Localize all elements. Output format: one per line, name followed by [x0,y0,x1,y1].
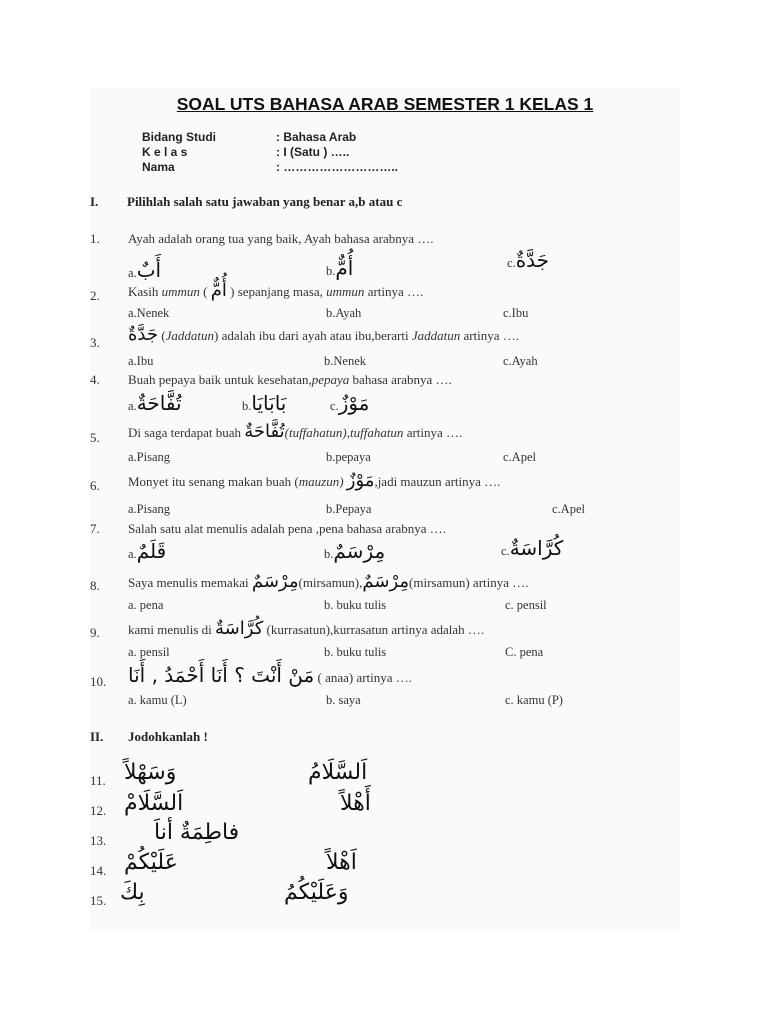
match-number: 14. [90,863,107,878]
exam-paper [90,88,680,930]
question-text: جَدَّةٌ (Jaddatun) adalah ibu dari ayah atau ibu,berarti Jaddatun artinya …. [128,324,520,345]
section-1-instruction: Pilihlah salah satu jawaban yang benar a,b atau c [127,194,403,209]
option-b: b.pepaya [326,450,371,464]
match-left-item: فاطِمَةٌ أناَ [154,820,240,845]
option-b: b. saya [326,693,361,707]
option-a: a. pena [128,598,164,612]
question-number: 10. [90,674,107,689]
option-a: a. kamu (L) [128,693,187,707]
question-text: مَنْ أَنْتَ ؟ أَنَا أَحْمَدُ , أَنَا ( anaa) artinya …. [128,663,413,687]
section-2-instruction: Jodohkanlah ! [128,729,208,744]
option-c: c. pensil [505,598,547,612]
option-b: b.Nenek [324,354,366,368]
question-text: Monyet itu senang makan buah (mauzun) مَوْزٌ,jadi mauzun artinya …. [128,470,501,491]
question-number: 3. [90,335,100,350]
arabic-text: مِرْسَمٌ [362,571,410,592]
option-c: c.مَوْزٌ [330,391,370,415]
match-number: 15. [90,893,107,908]
question-text: Di saga terdapat buah تُفَّاحَةٌ(tuffahatun),tuffahatun artinya …. [128,421,463,442]
question-number: 9. [90,625,100,640]
section-2-number: II. [90,729,104,744]
question-number: 2. [90,288,100,303]
arabic-text: مَوْزٌ [346,470,375,491]
subject-label: Bidang Studi [142,130,216,144]
option-c: c.Apel [552,502,585,516]
option-c: c.جَدَّةٌ [507,248,550,272]
question-text: Ayah adalah orang tua yang baik, Ayah bahasa arabnya …. [128,231,434,246]
arabic-text: مَنْ أَنْتَ ؟ أَنَا أَحْمَدُ , أَنَا [128,663,315,687]
option-b: b. buku tulis [324,598,387,612]
match-left-item: بِكَ [120,880,145,905]
option-c: c.كُرَّاسَةٌ [501,536,564,560]
match-left-item: وَسَهْلاً [124,760,177,785]
match-number: 11. [90,773,106,788]
option-a: a.قَلَمٌ [128,539,167,563]
match-number: 12. [90,803,107,818]
arabic-text: أُمٌّ [210,280,227,301]
arabic-text: تُفَّاحَةٌ [244,421,285,442]
arabic-text: أُمٌّ [335,256,354,280]
option-b: b.أُمٌّ [326,256,354,280]
option-c: C. pena [505,645,544,659]
option-a: a.أَبٌ [128,258,162,282]
match-left-item: عَلَيْكُمْ [124,850,178,875]
question-number: 4. [90,372,100,387]
option-b: b.Pepaya [326,502,372,516]
option-a: a.تُفَّاحَةٌ [128,391,182,415]
match-right-item: أَهْلاً [340,791,371,816]
option-b: b. buku tulis [324,645,387,659]
option-b: b.مِرْسَمٌ [324,539,386,563]
arabic-text: مِرْسَمٌ [251,571,299,592]
question-text: Saya menulis memakai مِرْسَمٌ(mirsamun),مِرْسَمٌ(mirsamun) artinya …. [128,571,529,592]
arabic-text: مَوْزٌ [338,391,370,415]
question-number: 5. [90,430,100,445]
question-text: Salah satu alat menulis adalah pena ,pena bahasa arabnya …. [128,521,447,536]
arabic-text: بَابَايَا [251,391,287,415]
arabic-text: كُرَّاسَةٌ [215,618,264,639]
arabic-text: كُرَّاسَةٌ [509,536,564,560]
arabic-text: مِرْسَمٌ [333,539,386,563]
question-number: 8. [90,578,100,593]
arabic-text: تُفَّاحَةٌ [136,391,182,415]
arabic-text: جَدَّةٌ [128,324,159,345]
option-a: a.Pisang [128,450,171,464]
question-text: Kasih ummun ( أُمٌّ ) sepanjang masa, ummun artinya …. [128,280,424,301]
question-text: kami menulis di كُرَّاسَةٌ (kurrasatun),kurrasatun artinya adalah …. [128,618,485,639]
match-right-item: وَعَلَيْكُمُ [284,880,349,905]
section-1-number: I. [90,194,99,209]
page-title: SOAL UTS BAHASA ARAB SEMESTER 1 KELAS 1 [176,94,594,114]
match-right-item: اَهْلاً [326,850,357,875]
question-number: 1. [90,231,100,246]
question-number: 6. [90,478,100,493]
option-c: c.Apel [503,450,536,464]
arabic-text: قَلَمٌ [136,539,167,563]
option-a: a.Nenek [128,306,170,320]
match-left-item: اَلسَّلَامْ [124,791,184,816]
subject-value: : Bahasa Arab [276,130,357,144]
option-a: a.Pisang [128,502,171,516]
option-b: b.بَابَايَا [242,391,287,415]
option-c: c.Ibu [503,306,529,320]
option-c: c.Ayah [503,354,538,368]
match-right-item: اَلسَّلَامُ [308,760,368,785]
class-value: : I (Satu ) ….. [276,145,350,159]
class-label: K e l a s [142,145,188,159]
option-a: a.Ibu [128,354,154,368]
name-value: : ……………………….. [276,160,398,174]
match-number: 13. [90,833,107,848]
question-text: Buah pepaya baik untuk kesehatan,pepaya bahasa arabnya …. [128,372,452,387]
arabic-text: جَدَّةٌ [515,248,550,272]
question-number: 7. [90,521,100,536]
arabic-text: أَبٌ [136,258,162,282]
name-label: Nama [142,160,175,174]
option-c: c. kamu (P) [505,693,563,707]
option-b: b.Ayah [326,306,362,320]
option-a: a. pensil [128,645,170,659]
